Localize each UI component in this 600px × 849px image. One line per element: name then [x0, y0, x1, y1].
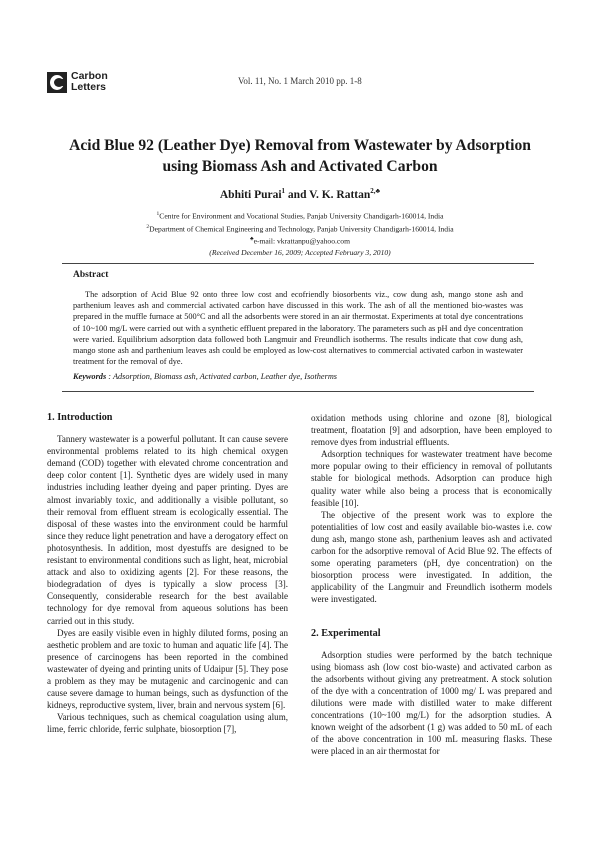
right-column [311, 412, 552, 757]
paragraph: The objective of the present work was to explore the potentialities of low cost and easily available bio-wastes i.e. cow dung ash, mango stone ash, parthenium leaves ash and activated carbon for the adsorptive removal of Acid Blue 92. The effects of some operating parameters (pH, dye concentration) on the biosorption process were investigated. In addition, the applicability of the Langmuir and Freundlich isotherm models were investigated. [311, 509, 552, 605]
received-dates: (Received December 16, 2009; Accepted February 3, 2010) [209, 248, 391, 258]
author-name: Abhiti Purai [219, 188, 282, 201]
journal-logo [47, 71, 108, 93]
abstract-bottom-rule [62, 391, 534, 392]
abstract-text: The adsorption of Acid Blue 92 onto three low cost and ecofriendly biosorbents viz., cow dung ash, mango stone ash and parthenium leaves ash and commercial activated carbon have discussed in this work. The ash of all the mentioned bio-wastes was prepared in the muffle furnace at 500°C and all the adsorbents were stored in an air thermostat. Experiments at total dye concentrations of 10~100 mg/L were carried out with a synthetic effluent prepared in the laboratory. The parameters such as pH and dye concentration were varied. Equilibrium adsorption data followed both Langmuir and Freundlich isotherms. The results indicate that cow dung ash, mango stone ash and parthenium leaves ash could be employed as low-cost alternatives to commercial activated carbon in wastewater treatment for the removal of dye. [73, 290, 523, 367]
issue-info: Vol. 11, No. 1 March 2010 pp. 1-8 [238, 76, 362, 86]
left-column [47, 412, 288, 735]
authors: Abhiti Purai$^1$ and V. K. Rattan$^{2,♣}$ [219, 187, 381, 201]
affiliations: $^1$Centre for Environment and Vocational Studies, Panjab University Chandigarh-160014, India $^2$Department of Chemical Engineering and Technology, Panjab University Chandigarh-160014, India ♣e-mail: vkrattanpu@yahoo.com (Received December 16, 2009; Accepted February 3, 2010) [40, 209, 560, 258]
abstract-top-rule [62, 263, 534, 264]
section-heading-experimental: 2. Experimental [311, 627, 381, 639]
paragraph: Dyes are easily visible even in highly diluted forms, posing an aesthetic problem and are toxic to human and aquatic life [4]. The presence of carcinogens has been reported in the combined wastewater of dyeing and printing units of Udaipur [5]. They pose a problem as they may be mutagenic and carcinogenic and can cause severe damage to human beings, such as dysfunction of the kidneys, reproductive system, liver, brain and nervous system [6]. [47, 627, 288, 711]
paragraph: Various techniques, such as chemical coagulation using alum, lime, ferric chloride, ferric sulphate, biosorption [7], [47, 712, 288, 735]
corresponding-email: ♣e-mail: vkrattanpu@yahoo.com [249, 236, 350, 246]
section-heading-introduction: 1. Introduction [47, 412, 113, 423]
paragraph: oxidation methods using chlorine and ozone [8], biological treatment, floatation [9] and adsorption, have been employed to remove dyes from industrial effluents. [311, 413, 552, 448]
carbon-letters-logo-icon [47, 72, 67, 93]
paragraph: Adsorption techniques for wastewater treatment have become more popular owing to their efficiency in removal of pollutants stable for biological methods. Adsorption can produce high quality water while also being a process that is economically feasible [10]. [311, 449, 552, 508]
paragraph: Adsorption studies were performed by the batch technique using biomass ash (low cost bio-waste) and activated carbon as the adsorbents without giving any pretreatment. A stock solution of the dye with a concentration of 1000 mg/ L was prepared and dilutions were made with distilled water to make different concentrations (10~100 mg/L) for the adsorption studies. A known weight of the adsorbent (1 g) was added to 50 mL of each of the above concentration in 100 mL measuring flasks. These were placed in an air thermostat for [311, 649, 552, 757]
paper-title: Acid Blue 92 (Leather Dye) Removal from Wastewater by Adsorption using Biomass Ash and Activated Carbon [69, 137, 531, 175]
abstract-heading: Abstract [73, 270, 109, 280]
author-name: V. K. Rattan [309, 188, 371, 201]
journal-name: Carbon Letters [71, 70, 108, 93]
keywords: Keywords : Adsorption, Biomass ash, Activated carbon, Leather dye, Isotherms [73, 372, 338, 381]
paragraph: Tannery wastewater is a powerful pollutant. It can cause severe environmental problems related to its high chemical oxygen demand (COD) together with elevated chrome concentration and deep color content [1]. Synthetic dyes are widely used in many industries including leather dyeing and paper printing. Dyes are almost invariably toxic, and additionally a visible pollutant, so their removal from effluent stream is ecologically essential. The disposal of these wastes into the environment could be harmful since they reduce light penetration and have a derogatory effect on photosynthesis. In addition, most dyestuffs are designed to be resistant to environmental conditions such as light, heat, microbial attack and also to oxidizing agents [2]. For these reasons, the biodegradation of dyes is typically a slow process [3]. Consequently, considerable research for the best available technology for dye removal from aqueous solutions has been carried out in this study. [47, 434, 288, 626]
